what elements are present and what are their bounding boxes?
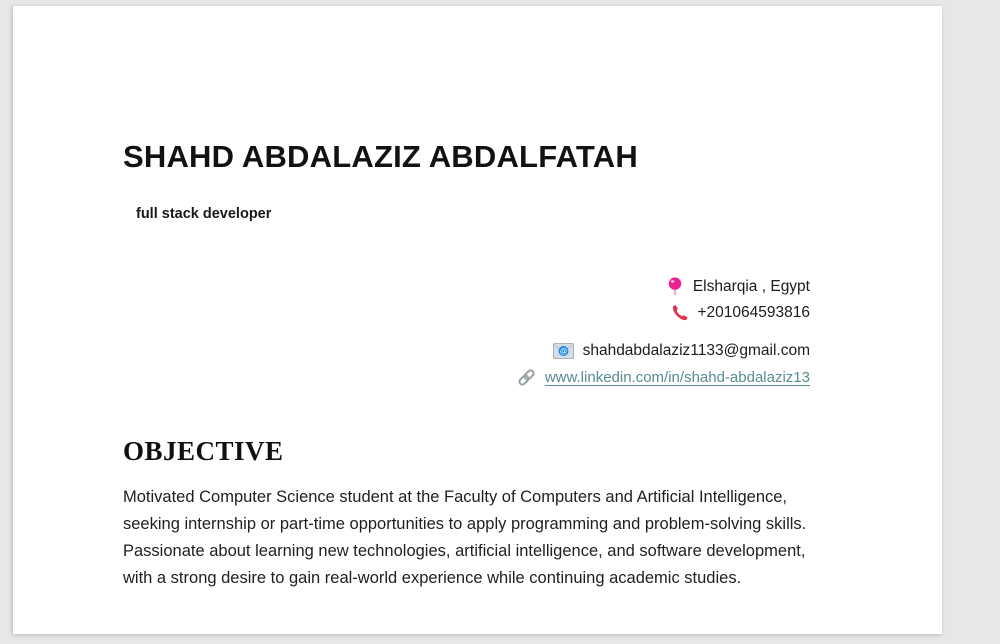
objective-paragraph: Motivated Computer Science student at the Faculty of Computers and Artificial Intelligence, seeking internship or part-time opportunities to apply programming and problem-solving skills. Passionate about learning new technologies, artificial intelligence, and software development, with a strong desire to gain real-world experience while continuing academic studies. [123,488,807,587]
objective-heading: OBJECTIVE [123,436,284,466]
contact-linkedin [517,364,810,390]
phone-icon [671,304,689,322]
contact-email [553,338,810,364]
location-pin-icon [666,277,684,297]
resume-page [13,6,942,634]
phone-text: +201064593816 [697,304,810,321]
link-icon [517,368,536,387]
contact-phone [671,300,811,326]
contact-block [517,274,810,390]
page-title: SHAHD ABDALAZIZ ABDALFATAH [123,139,638,174]
svg-text:@: @ [559,346,567,356]
email-text: shahdabdalaziz1133@gmail.com [582,342,810,359]
job-title: full stack developer [136,206,272,222]
contact-location [666,274,810,300]
email-icon [553,343,574,359]
linkedin-link[interactable]: www.linkedin.com/in/shahd-abdalaziz13 [544,368,810,386]
location-text: Elsharqia , Egypt [692,278,810,295]
